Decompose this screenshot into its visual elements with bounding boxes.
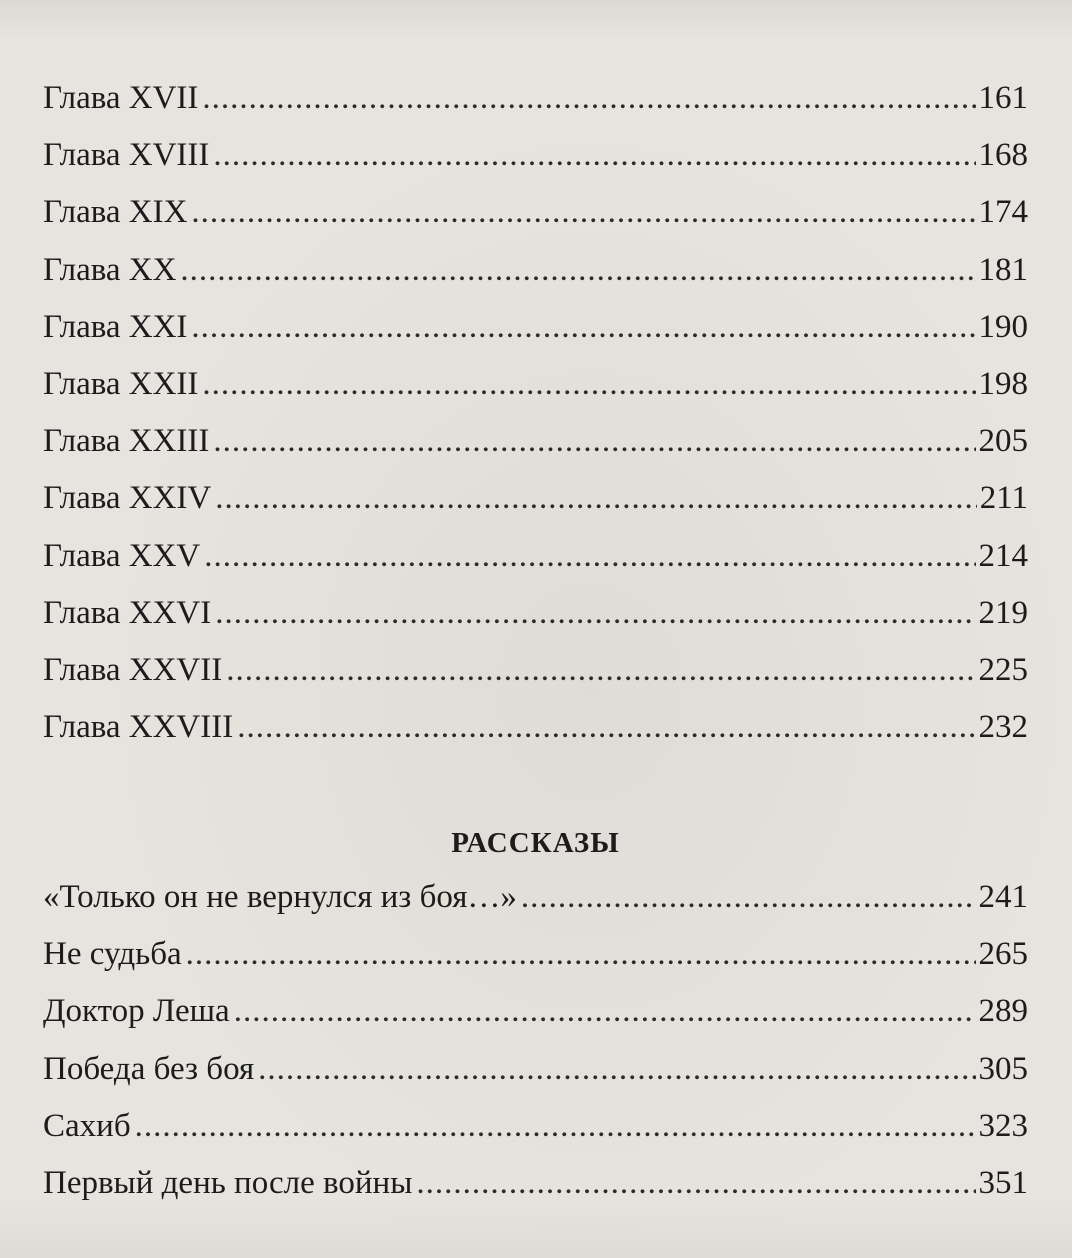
- entry-title: Сахиб: [43, 1107, 131, 1144]
- dot-leader: [135, 1098, 976, 1155]
- chapter-list: [43, 70, 1028, 756]
- toc-entry: [43, 926, 1028, 983]
- entry-title: Глава XIX: [43, 194, 188, 231]
- entry-page: 205: [978, 423, 1028, 460]
- dot-leader: [213, 413, 975, 470]
- toc-entry: [43, 642, 1028, 699]
- entry-page: 211: [979, 480, 1028, 517]
- section-heading: РАССКАЗЫ: [451, 827, 620, 859]
- dot-leader: [258, 1041, 975, 1098]
- toc-entry: [43, 127, 1028, 184]
- entry-page: 265: [978, 936, 1028, 973]
- toc-entry: [43, 356, 1028, 413]
- entry-title: Глава XXVIII: [43, 709, 234, 746]
- entry-page: 289: [978, 993, 1028, 1030]
- dot-leader: [186, 926, 976, 983]
- dot-leader: [191, 299, 975, 356]
- dot-leader: [191, 184, 975, 241]
- entry-page: 214: [978, 537, 1028, 574]
- toc-entry: [43, 1041, 1028, 1098]
- dot-leader: [521, 869, 976, 926]
- dot-leader: [215, 470, 976, 527]
- entry-title: Глава XXIV: [43, 480, 212, 517]
- dot-leader: [234, 983, 976, 1040]
- toc-entry: [43, 1098, 1028, 1155]
- entry-page: 241: [978, 879, 1028, 915]
- toc-entry: [43, 528, 1028, 585]
- entry-page: 305: [978, 1050, 1028, 1087]
- entry-title: Глава XXVII: [43, 651, 223, 688]
- entry-title: «Только он не вернулся из боя…»: [43, 879, 517, 915]
- entry-title: Глава XXII: [43, 365, 199, 402]
- toc-entry: [43, 70, 1028, 127]
- entry-page: 190: [978, 308, 1028, 345]
- entry-title: Доктор Леша: [43, 993, 230, 1030]
- toc-entry: [43, 413, 1028, 470]
- dot-leader: [213, 127, 975, 184]
- entry-title: Глава XVII: [43, 80, 199, 116]
- toc-entry: [43, 983, 1028, 1040]
- toc-entry: [43, 242, 1028, 299]
- entry-page: 168: [978, 137, 1028, 174]
- entry-title: Глава XXVI: [43, 594, 212, 631]
- entry-title: Не судьба: [43, 936, 182, 973]
- dot-leader: [180, 242, 975, 299]
- entry-title: Глава XXIII: [43, 423, 210, 460]
- dot-leader: [416, 1155, 975, 1212]
- entry-page: 161: [978, 80, 1028, 116]
- dot-leader: [237, 699, 975, 756]
- toc-entry: [43, 470, 1028, 527]
- dot-leader: [202, 70, 975, 127]
- entry-page: 232: [978, 709, 1028, 746]
- entry-page: 174: [978, 194, 1028, 231]
- entry-page: 225: [978, 651, 1028, 688]
- entry-title: Глава XXI: [43, 308, 188, 345]
- entry-title: Глава XX: [43, 251, 177, 288]
- dot-leader: [215, 585, 975, 642]
- entry-title: Победа без боя: [43, 1050, 255, 1087]
- dot-leader: [204, 528, 975, 585]
- entry-page: 323: [978, 1107, 1028, 1144]
- toc-entry: [43, 699, 1028, 756]
- toc-entry: [43, 184, 1028, 241]
- dot-leader: [226, 642, 975, 699]
- entry-page: 219: [978, 594, 1028, 631]
- story-list: [43, 869, 1028, 1212]
- toc-entry: [43, 299, 1028, 356]
- entry-title: Глава XVIII: [43, 137, 210, 174]
- toc-entry: [43, 1155, 1028, 1212]
- entry-page: 181: [978, 251, 1028, 288]
- entry-title: Первый день после войны: [43, 1164, 413, 1201]
- toc-entry: [43, 869, 1028, 926]
- toc-entry: [43, 585, 1028, 642]
- entry-page: 351: [978, 1164, 1028, 1201]
- dot-leader: [202, 356, 975, 413]
- entry-page: 198: [978, 365, 1028, 402]
- entry-title: Глава XXV: [43, 537, 201, 574]
